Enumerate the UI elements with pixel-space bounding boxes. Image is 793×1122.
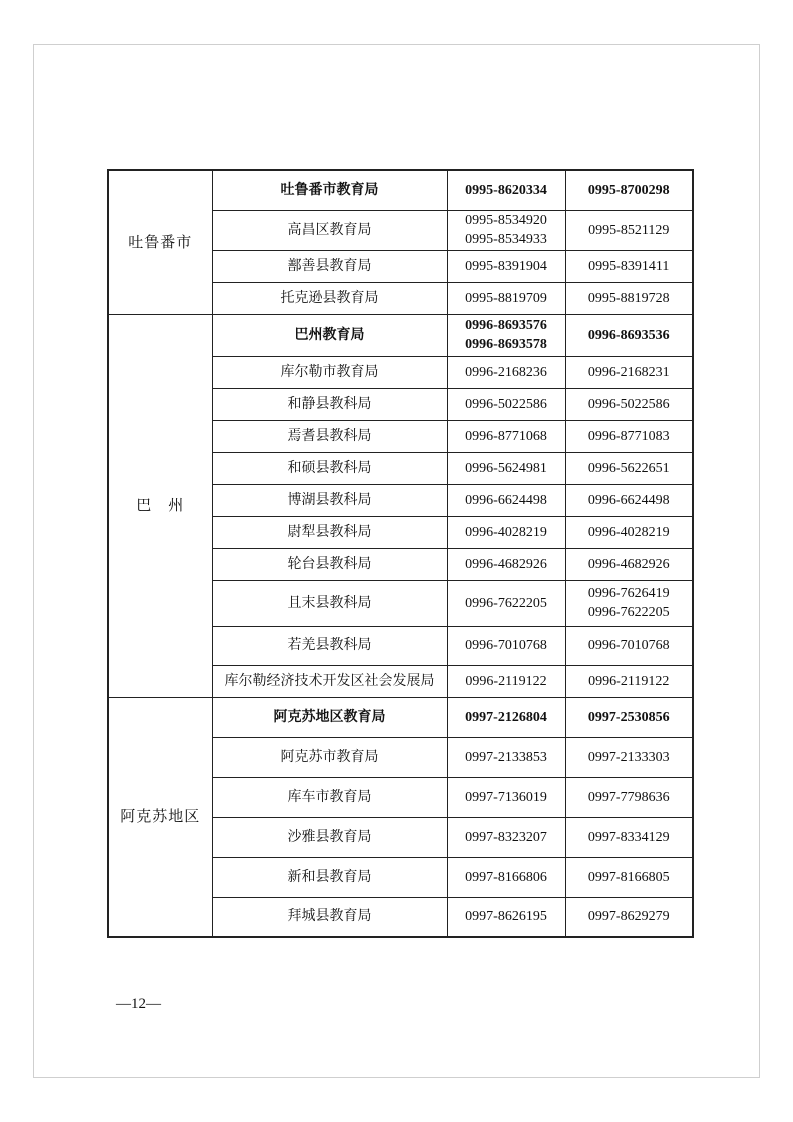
organization-name: 库尔勒经济技术开发区社会发展局 [212,665,447,697]
phone-number: 0996-2119122 [465,673,547,689]
phone-number: 0996-4028219 [465,524,547,540]
phone-number: 0997-8166805 [587,869,670,885]
organization-name: 拜城县教育局 [212,897,447,937]
phone-primary [447,897,565,937]
phone-number: 0997-2126804 [465,709,547,725]
phone-secondary [565,388,693,420]
table-row [108,170,693,210]
phone-number: 0996-8693576 [465,318,547,333]
phone-primary [447,210,565,250]
organization-name: 轮台县教科局 [212,548,447,580]
phone-primary [447,817,565,857]
organization-name: 焉耆县教科局 [212,420,447,452]
phone-number: 0997-7136019 [465,789,547,805]
phone-secondary [565,817,693,857]
phone-primary [447,737,565,777]
table-row [108,314,693,356]
phone-number: 0995-8391904 [465,258,547,274]
phone-secondary [565,626,693,665]
phone-number: 0995-8700298 [587,182,670,198]
phone-number: 0995-8819709 [465,290,547,306]
phone-number: 0997-2133303 [587,749,670,765]
phone-number: 0996-8771083 [587,428,670,444]
phone-secondary [565,697,693,737]
phone-secondary [565,282,693,314]
phone-number: 0996-5022586 [465,396,547,412]
phone-secondary [565,314,693,356]
phone-primary [447,314,565,356]
phone-number: 0997-7798636 [587,789,670,805]
phone-number: 0996-5022586 [587,396,670,412]
phone-number: 0996-7010768 [465,638,547,653]
phone-number: 0997-8323207 [465,829,547,845]
phone-number: 0997-2530856 [587,709,670,725]
phone-number: 0996-7622205 [587,605,670,620]
organization-name: 若羌县教科局 [212,626,447,665]
phone-primary [447,484,565,516]
phone-number: 0996-5624981 [465,460,547,476]
phone-number: 0996-8771068 [465,428,547,444]
organization-name: 高昌区教育局 [212,210,447,250]
organization-name: 巴州教育局 [212,314,447,356]
phone-secondary [565,857,693,897]
organization-name: 阿克苏市教育局 [212,737,447,777]
phone-primary [447,250,565,282]
organization-name: 沙雅县教育局 [212,817,447,857]
phone-secondary [565,420,693,452]
organization-name: 阿克苏地区教育局 [212,697,447,737]
organization-name: 库尔勒市教育局 [212,356,447,388]
phone-secondary [565,170,693,210]
phone-number: 0997-8626195 [465,909,547,925]
phone-number: 0996-7626419 [587,586,670,601]
organization-name: 鄯善县教育局 [212,250,447,282]
phone-primary [447,170,565,210]
organization-name: 和硕县教科局 [212,452,447,484]
phone-primary [447,516,565,548]
page-number: —12— [116,996,161,1012]
phone-primary [447,857,565,897]
phone-number: 0995-8534933 [465,232,547,247]
organization-name: 且末县教科局 [212,580,447,626]
phone-number: 0996-2168231 [587,364,670,380]
phone-secondary [565,737,693,777]
phone-secondary [565,516,693,548]
phone-secondary [565,356,693,388]
phone-secondary [565,897,693,937]
phone-number: 0996-5622651 [587,460,670,476]
phone-secondary [565,210,693,250]
phone-primary [447,420,565,452]
phone-number: 0996-8693578 [465,337,547,352]
organization-name: 库车市教育局 [212,777,447,817]
phone-number: 0996-4028219 [587,524,670,540]
phone-primary [447,356,565,388]
region-name: 巴 州 [108,314,212,697]
phone-number: 0996-2119122 [588,673,670,689]
phone-number: 0995-8521129 [588,222,670,238]
phone-primary [447,282,565,314]
organization-name: 新和县教育局 [212,857,447,897]
phone-secondary [565,580,693,626]
phone-primary [447,580,565,626]
organization-name: 托克逊县教育局 [212,282,447,314]
phone-number: 0996-6624498 [587,492,670,508]
contact-table [107,169,694,938]
phone-primary [447,777,565,817]
organization-name: 博湖县教科局 [212,484,447,516]
organization-name: 和静县教科局 [212,388,447,420]
phone-primary [447,548,565,580]
phone-primary [447,388,565,420]
phone-primary [447,665,565,697]
phone-number: 0997-8334129 [587,829,670,845]
phone-number: 0997-2133853 [465,749,547,765]
phone-number: 0996-7010768 [587,638,670,653]
phone-secondary [565,777,693,817]
organization-name: 尉犁县教科局 [212,516,447,548]
phone-number: 0995-8620334 [465,182,547,198]
phone-secondary [565,665,693,697]
phone-number: 0996-2168236 [465,364,547,380]
phone-primary [447,697,565,737]
phone-number: 0997-8629279 [587,909,670,925]
phone-primary [447,626,565,665]
phone-number: 0996-4682926 [587,556,670,572]
phone-secondary [565,250,693,282]
phone-number: 0996-4682926 [465,556,547,572]
phone-number: 0995-8534920 [465,213,547,228]
phone-secondary [565,548,693,580]
phone-number: 0996-6624498 [465,492,547,508]
region-name: 吐鲁番市 [108,170,212,314]
phone-number: 0996-8693536 [587,327,670,343]
organization-name: 吐鲁番市教育局 [212,170,447,210]
phone-number: 0997-8166806 [465,869,547,885]
phone-number: 0995-8391411 [588,258,670,274]
phone-secondary [565,484,693,516]
phone-secondary [565,452,693,484]
region-name: 阿克苏地区 [108,697,212,937]
phone-number: 0996-7622205 [465,595,547,611]
table-row [108,697,693,737]
phone-number: 0995-8819728 [587,290,670,306]
phone-primary [447,452,565,484]
